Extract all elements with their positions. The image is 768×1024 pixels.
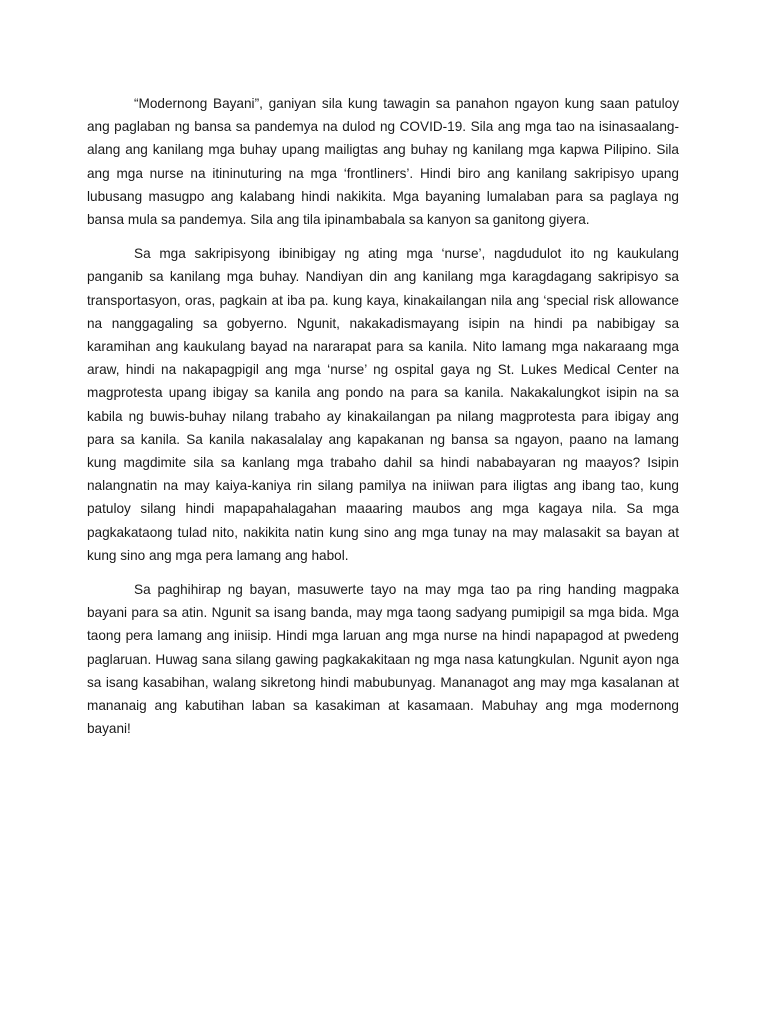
paragraph-1: “Modernong Bayani”, ganiyan sila kung tawagin sa panahon ngayon kung saan patuloy ang paglaban ng bansa sa pandemya na dulod ng COVID-19. Sila ang mga tao na isinasaalang-alang ang kanilang mga buhay upang mailigtas ang buhay ng kanilang mga kapwa Pilipino. Sila ang mga nurse na itininuturing na mga ‘frontliners’. Hindi biro ang kanilang sakripisyo upang lubusang masugpo ang kalabang hindi nakikita. Mga bayaning lumalaban para sa paglaya ng bansa mula sa pandemya. Sila ang tila ipinambabala sa kanyon sa ganitong giyera. <box>87 96 679 228</box>
paragraph-3: Sa paghihirap ng bayan, masuwerte tayo na may mga tao pa ring handing magpaka bayani para sa atin. Ngunit sa isang banda, may mga taong sadyang pumipigil sa mga bida. Mga taong pera lamang ang iniisip. Hindi mga laruan ang mga nurse na hindi napapagod at pwedeng paglaruan. Huwag sana silang gawing pagkakakitaan ng mga nasa katungkulan. Ngunit ayon nga sa isang kasabihan, walang sikretong hindi mabubunyag. Mananagot ang may mga kasalanan at mananaig ang kabutihan laban sa kasakiman at kasamaan. Mabuhay ang mga modernong bayani! <box>87 582 679 737</box>
document-body <box>87 92 679 751</box>
paragraph-2: Sa mga sakripisyong ibinibigay ng ating mga ‘nurse’, nagdudulot ito ng kaukulang panganib sa kanilang mga buhay. Nandiyan din ang kanilang mga karagdagang sakripisyo sa transportasyon, oras, pagkain at iba pa. kung kaya, kinakailangan nila ang ‘special risk allowance na nanggagaling sa gobyerno. Ngunit, nakakadismayang isipin na hindi pa nabibigay sa karamihan ang kaukulang bayad na nararapat para sa kanila. Nito lamang mga nakaraang mga araw, hindi na nakapagpigil ang mga ‘nurse’ ng ospital gaya ng St. Lukes Medical Center na magprotesta upang ibigay sa kanila ang pondo na para sa kanila. Nakakalungkot isipin na sa kabila ng buwis-buhay nilang trabaho ay kinakailangan pa nilang magprotesta para ibigay ang para sa kanila. Sa kanila nakasalalay ang kapakanan ng bansa sa ngayon, paano na lamang kung magdimite sila sa kanlang mga trabaho dahil sa hindi nababayaran ng maayos? Isipin nalangnatin na may kaiya-kaniya rin silang pamilya na iniiwan para iligtas ang ibang tao, kung patuloy silang hindi mapapahalagahan maaaring maubos ang mga kagaya nila. Sa mga pagkakataong tulad nito, nakikita natin kung sino ang mga tunay na may malasakit sa bayan at kung sino ang mga pera lamang ang habol. <box>87 246 679 563</box>
